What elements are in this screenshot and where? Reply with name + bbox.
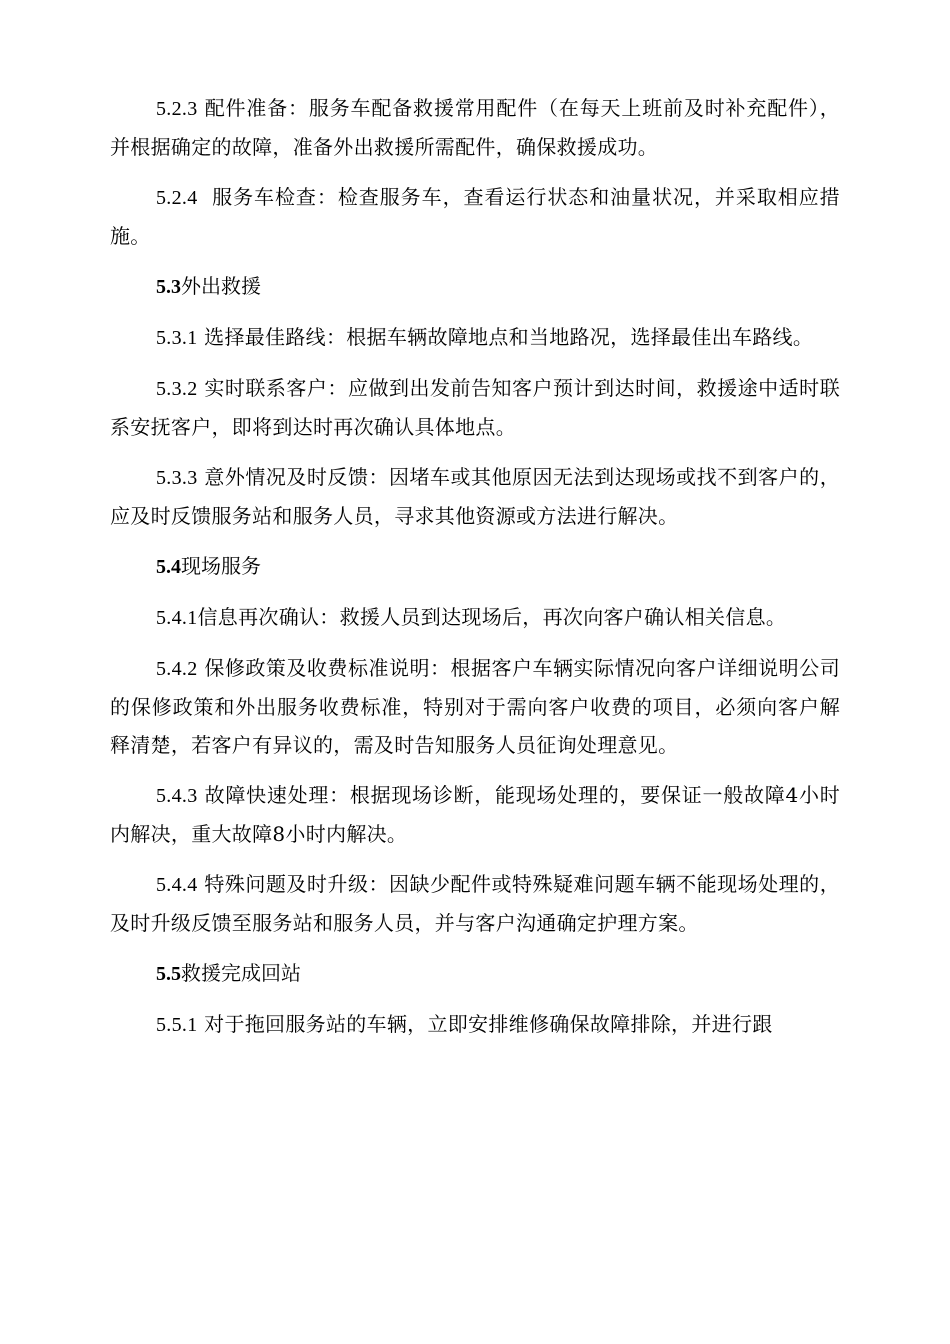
section-heading-5-3 — [110, 267, 840, 306]
document-body — [110, 89, 840, 1056]
clause-text: 意外情况及时反馈：因堵车或其他原因无法到达现场或找不到客户的，应及时反馈服务站和服务人员，寻求其他资源或方法进行解决。 — [110, 465, 840, 528]
section-heading-5-4 — [110, 547, 840, 586]
paragraph-5-4-3 — [110, 776, 840, 853]
clause-number: 5.4.3 — [156, 785, 198, 807]
paragraph-5-4-1 — [110, 598, 840, 637]
paragraph-5-2-3 — [110, 89, 840, 166]
clause-number: 5.5.1 — [156, 1014, 198, 1036]
paragraph-5-2-4 — [110, 178, 840, 255]
paragraph-5-3-3 — [110, 458, 840, 535]
clause-number: 5.2.3 — [156, 98, 198, 120]
clause-text: 服务车检查：检查服务车，查看运行状态和油量状况，并采取相应措施。 — [110, 185, 840, 248]
clause-text: 信息再次确认：救援人员到达现场后，再次向客户确认相关信息。 — [197, 605, 787, 629]
clause-text: 故障快速处理：根据现场诊断，能现场处理的，要保证一般故障4小时内解决，重大故障8小时内解决。 — [110, 783, 840, 846]
clause-number: 5.3.1 — [156, 327, 198, 349]
section-title: 救援完成回站 — [181, 961, 301, 985]
clause-number: 5.2.4 — [156, 187, 198, 209]
section-title: 外出救援 — [181, 274, 261, 298]
section-number: 5.4 — [156, 556, 181, 578]
section-heading-5-5 — [110, 954, 840, 993]
paragraph-5-4-4 — [110, 865, 840, 942]
section-number: 5.5 — [156, 963, 181, 985]
section-number: 5.3 — [156, 276, 181, 298]
paragraph-5-4-2 — [110, 649, 840, 764]
paragraph-5-5-1 — [110, 1005, 840, 1044]
clause-number: 5.3.2 — [156, 378, 198, 400]
paragraph-5-3-2 — [110, 369, 840, 446]
section-title: 现场服务 — [181, 554, 261, 578]
clause-number: 5.3.3 — [156, 467, 198, 489]
clause-text: 保修政策及收费标准说明：根据客户车辆实际情况向客户详细说明公司的保修政策和外出服务收费标准，特别对于需向客户收费的项目，必须向客户解释清楚，若客户有异议的，需及时告知服务人员征询处理意见。 — [110, 656, 840, 757]
clause-text: 选择最佳路线：根据车辆故障地点和当地路况，选择最佳出车路线。 — [197, 325, 814, 349]
clause-text: 特殊问题及时升级：因缺少配件或特殊疑难问题车辆不能现场处理的，及时升级反馈至服务站和服务人员，并与客户沟通确定护理方案。 — [110, 872, 840, 935]
clause-text: 实时联系客户：应做到出发前告知客户预计到达时间，救援途中适时联系安抚客户，即将到达时再次确认具体地点。 — [110, 376, 840, 439]
paragraph-5-3-1 — [110, 318, 840, 357]
clause-number: 5.4.2 — [156, 658, 198, 680]
clause-number: 5.4.4 — [156, 874, 198, 896]
clause-text: 对于拖回服务站的车辆，立即安排维修确保故障排除，并进行跟 — [197, 1012, 773, 1036]
clause-text: 配件准备：服务车配备救援常用配件（在每天上班前及时补充配件），并根据确定的故障，准备外出救援所需配件，确保救援成功。 — [110, 96, 840, 159]
clause-number: 5.4.1 — [156, 607, 198, 629]
